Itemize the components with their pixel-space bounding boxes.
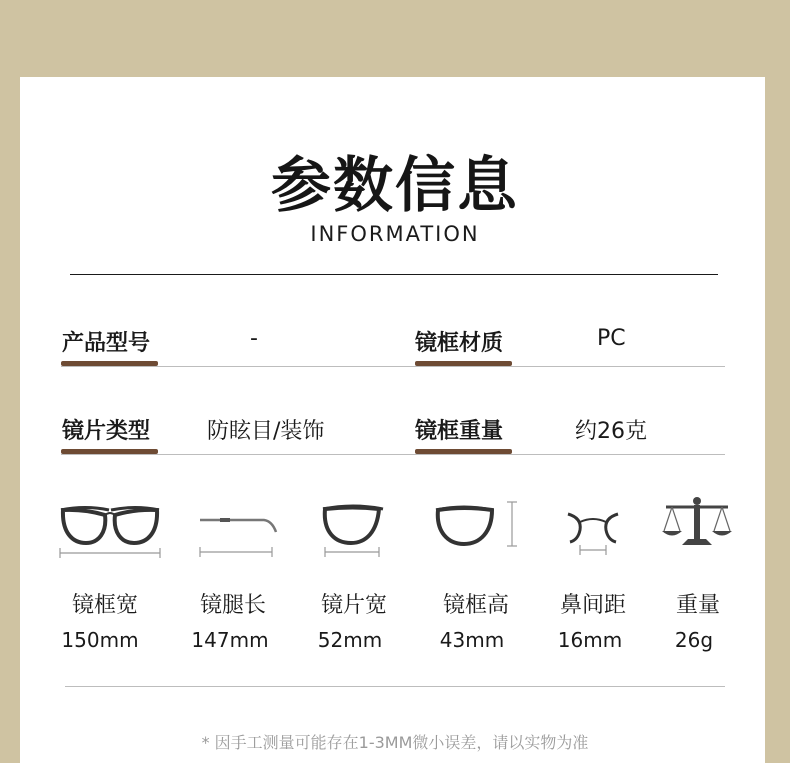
spec-value-frame-material: PC — [597, 326, 626, 351]
measurement-note: * 因手工测量可能存在1-3MM微小误差，请以实物为准 — [201, 733, 589, 752]
page-title: 参数信息 — [271, 151, 519, 221]
frame-width-icon — [55, 488, 165, 560]
bridge-width-icon — [560, 488, 630, 560]
row-divider — [61, 366, 725, 367]
measure-value-frame-height: 43mm — [439, 628, 505, 652]
footer-divider — [65, 686, 725, 687]
spec-label-lens-type: 镜片类型 — [62, 419, 151, 444]
measure-label-weight: 重量 — [675, 593, 720, 618]
measure-label-frame-width: 镜框宽 — [71, 593, 138, 618]
measure-value-weight: 26g — [674, 628, 714, 652]
measure-value-frame-width: 150mm — [61, 628, 139, 652]
title-divider — [70, 274, 718, 275]
frame-height-icon — [430, 488, 525, 560]
spec-label-frame-weight: 镜框重量 — [415, 419, 504, 444]
measure-value-lens-width: 52mm — [317, 628, 383, 652]
measure-label-temple-length: 镜腿长 — [199, 593, 266, 618]
spec-value-frame-weight: 约26克 — [575, 419, 647, 444]
spec-label-model: 产品型号 — [62, 331, 151, 356]
scale-icon — [660, 493, 735, 558]
measure-value-bridge-width: 16mm — [557, 628, 623, 652]
lens-width-icon — [313, 488, 393, 560]
spec-value-lens-type: 防眩目/装饰 — [207, 419, 325, 444]
measure-label-bridge-width: 鼻间距 — [559, 593, 626, 618]
temple-length-icon — [190, 488, 280, 560]
row-divider — [61, 454, 725, 455]
page-subtitle: INFORMATION — [310, 222, 480, 246]
measure-value-temple-length: 147mm — [191, 628, 269, 652]
measure-label-frame-height: 镜框高 — [442, 593, 509, 618]
spec-label-frame-material: 镜框材质 — [415, 331, 504, 356]
spec-value-model: - — [250, 326, 258, 351]
measure-label-lens-width: 镜片宽 — [320, 593, 387, 618]
